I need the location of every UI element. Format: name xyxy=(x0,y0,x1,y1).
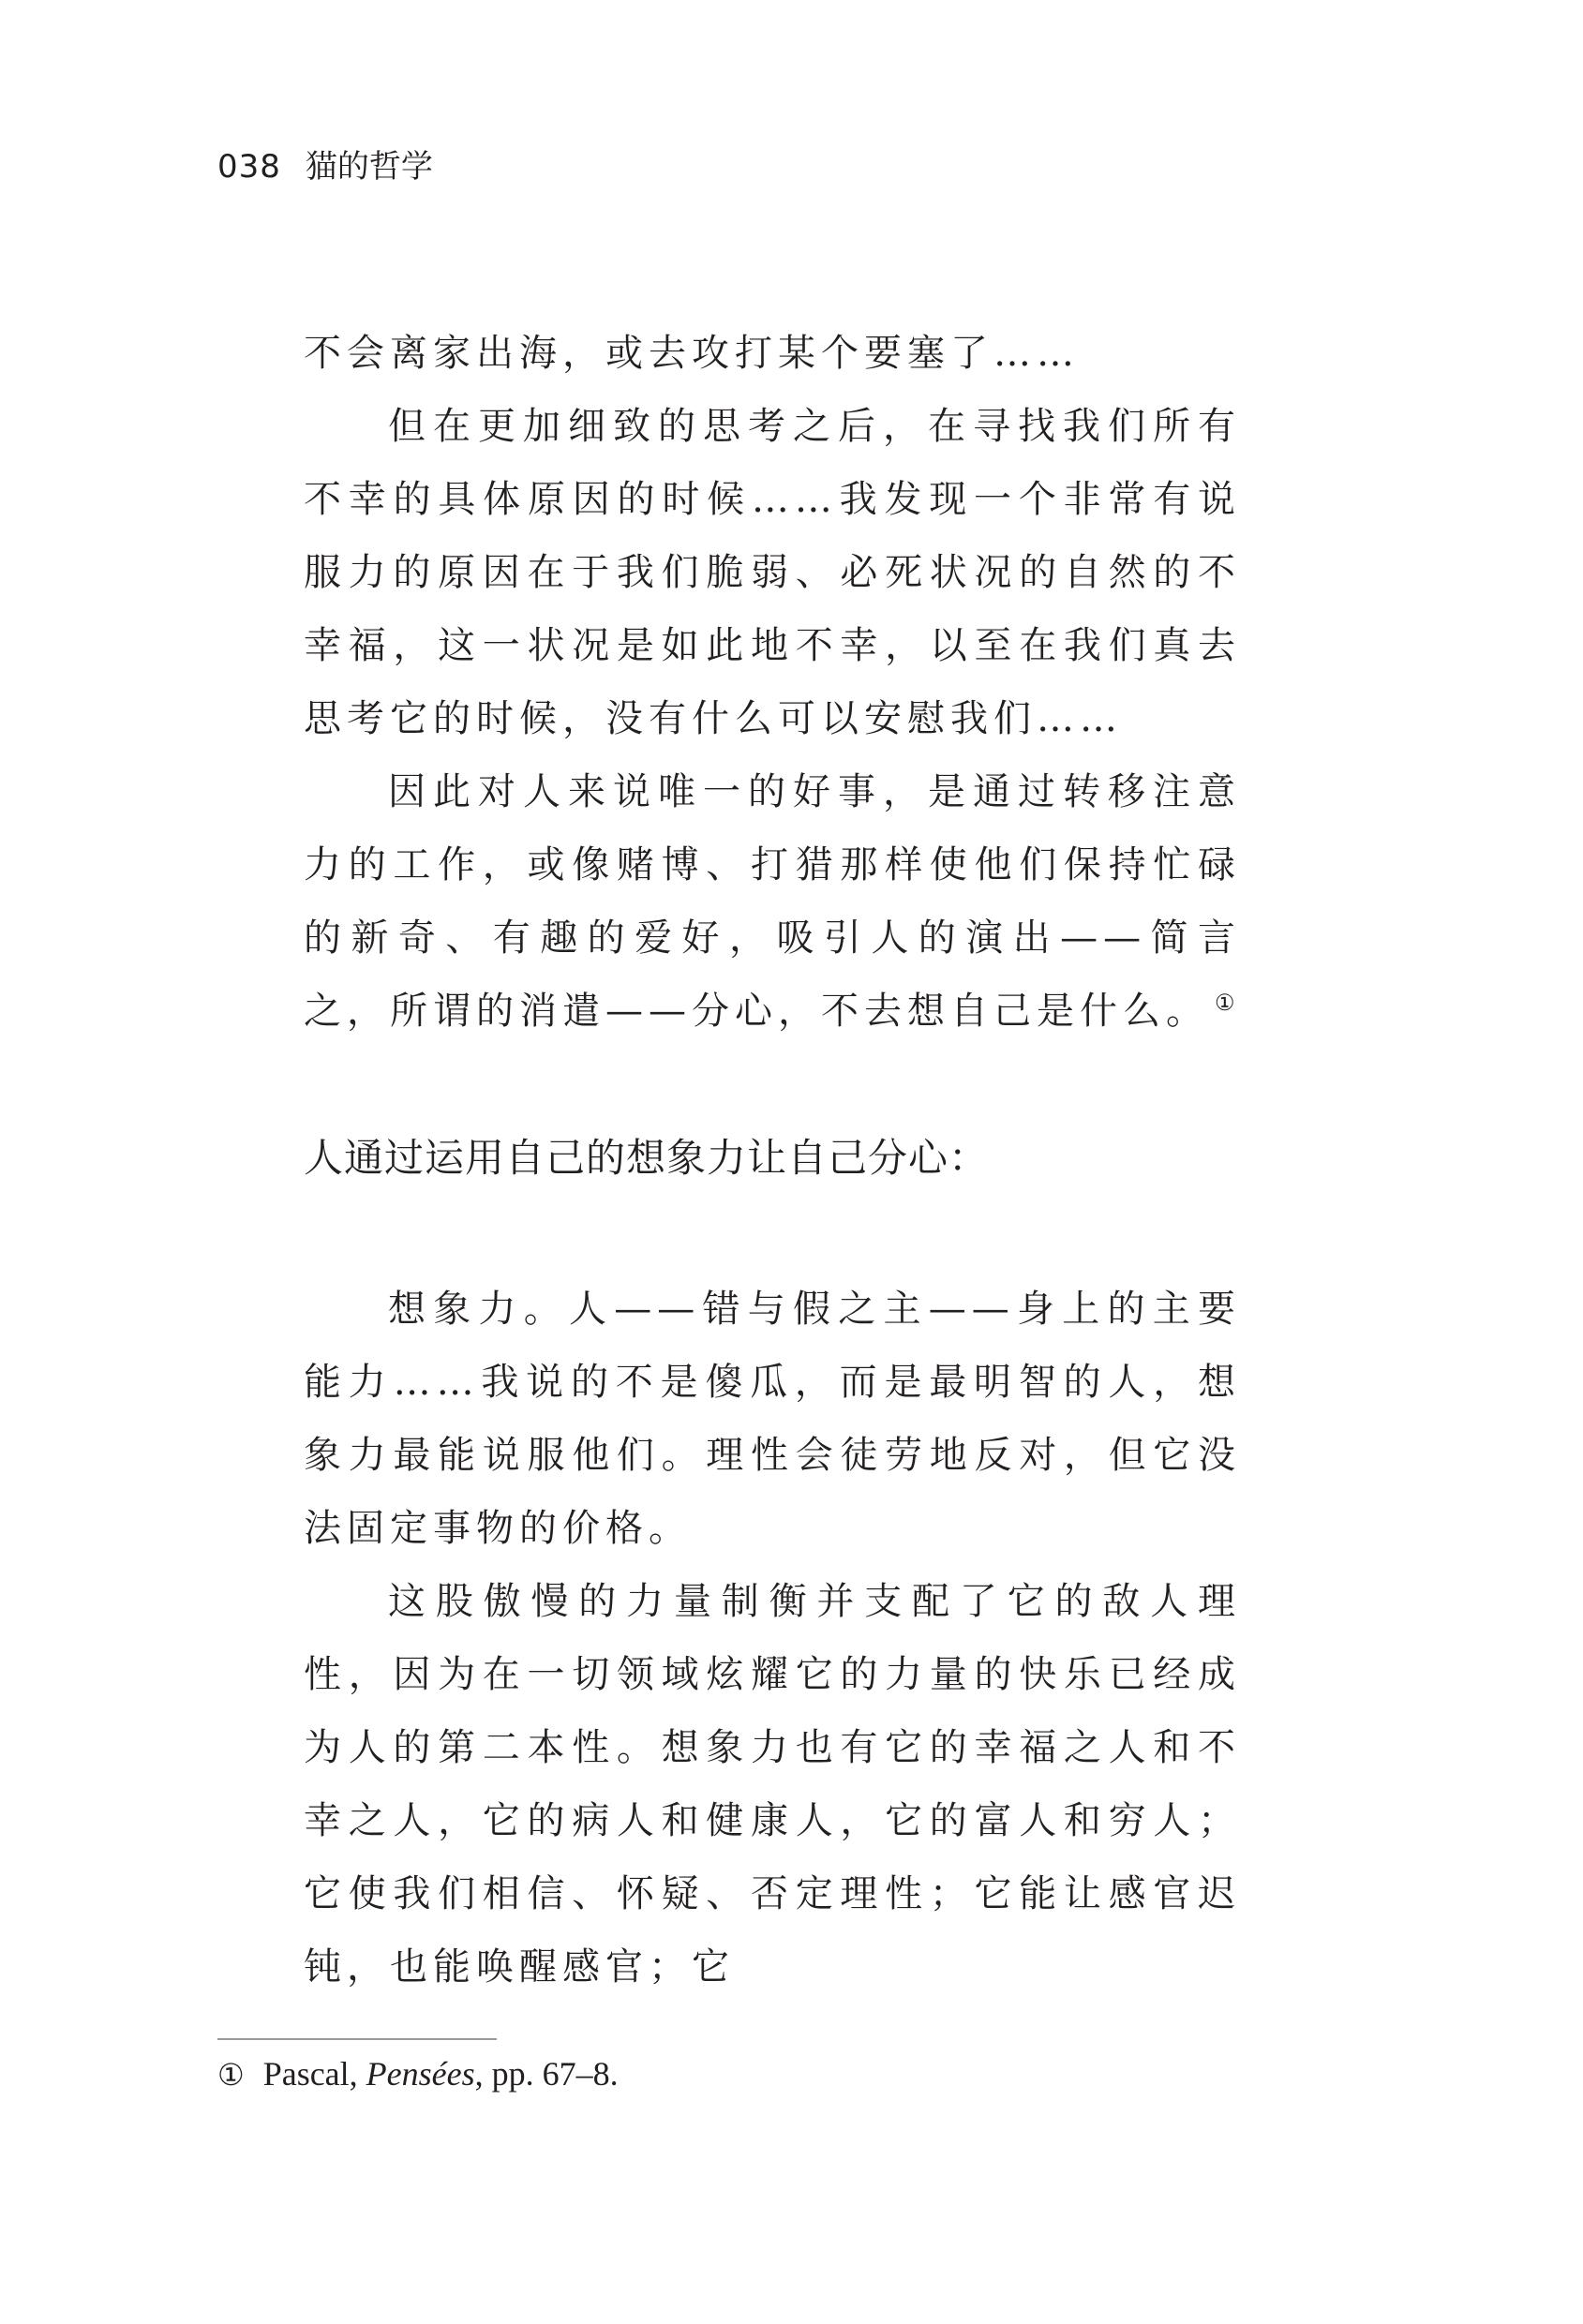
footnote-title: Pensées xyxy=(366,2055,475,2093)
book-title: 猫的哲学 xyxy=(305,148,433,186)
block-quote-pascal-imagination xyxy=(304,1273,1241,2004)
quote-paragraph: 想象力。人——错与假之主——身上的主要能力……我说的不是傻瓜，而是最明智的人，想象力最能说服他们。理性会徒劳地反对，但它没法固定事物的价格。 xyxy=(304,1288,1241,1550)
footnote-pages: , pp. 67–8. xyxy=(474,2055,619,2093)
page-number: 038 xyxy=(217,148,281,186)
footnote-divider xyxy=(217,2038,497,2040)
quote-paragraph xyxy=(304,755,1241,1048)
quote-paragraph: 但在更加细致的思考之后，在寻找我们所有不幸的具体原因的时候……我发现一个非常有说服力的原因在于我们脆弱、必死状况的自然的不幸福，这一状况是如此地不幸，以至在我们真去思考它的时候，没有什么可以安慰我们…… xyxy=(304,405,1241,740)
footnote-reference: ① xyxy=(1215,990,1235,1016)
quote-paragraph-text: 因此对人来说唯一的好事，是通过转移注意力的工作，或像赌博、打猎那样使他们保持忙碌的新奇、有趣的爱好，吸引人的演出——简言之，所谓的消遣——分心，不去想自己是什么。 xyxy=(304,770,1241,1033)
running-header xyxy=(217,141,433,186)
footnote-mark: ① xyxy=(217,2057,245,2093)
quote-paragraph: 这股傲慢的力量制衡并支配了它的敌人理性，因为在一切领域炫耀它的力量的快乐已经成为人的第二本性。想象力也有它的幸福之人和不幸之人，它的病人和健康人，它的富人和穷人；它使我们相信、怀疑、否定理性；它能让感官迟钝，也能唤醒感官；它 xyxy=(304,1580,1241,1989)
block-quote-pascal-diversion xyxy=(304,317,1241,1048)
quote-paragraph: 不会离家出海，或去攻打某个要塞了…… xyxy=(304,332,1080,375)
footnote-author: Pascal, xyxy=(262,2055,358,2093)
footnote xyxy=(217,2054,619,2093)
body-text-line: 人通过运用自己的想象力让自己分心： xyxy=(304,1135,990,1181)
